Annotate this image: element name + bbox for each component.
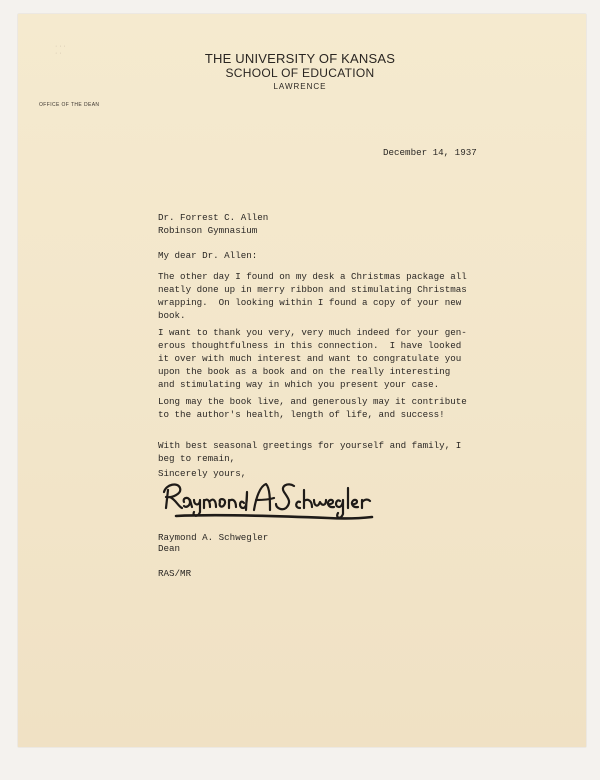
signer-title: Dean — [158, 543, 181, 554]
paragraph-4: With best seasonal greetings for yourself and family, I beg to remain, — [158, 440, 462, 464]
letter-date: December 14, 1937 — [383, 147, 477, 158]
paragraph-1: The other day I found on my desk a Christmas package all neatly done up in merry ribbon and stimulating Christmas wrapping. On looking within I found a copy of your new book. — [158, 271, 467, 321]
handwritten-signature — [158, 470, 388, 530]
paragraph-3: Long may the book live, and generously may it contribute to the author's health, length of life, and success! — [158, 396, 467, 420]
office-of-the-dean: OFFICE OF THE DEAN — [39, 102, 100, 108]
closing: Sincerely yours, — [158, 468, 247, 479]
recipient-name: Dr. Forrest C. Allen — [158, 212, 269, 223]
salutation: My dear Dr. Allen: — [158, 250, 258, 261]
signer-name: Raymond A. Schwegler — [158, 532, 269, 543]
letterhead-university: THE UNIVERSITY OF KANSAS — [204, 51, 396, 66]
paragraph-2: I want to thank you very, very much indeed for your gen- erous thoughtfulness in this connection. I have looked it over with much interest and want to congratulate you upon the book as a book and on the really interesting and stimulating way in which you present your case. — [158, 327, 467, 390]
typist-initials: RAS/MR — [158, 568, 192, 579]
letterhead-city: LAWRENCE — [273, 82, 327, 91]
letterhead-school: SCHOOL OF EDUCATION — [225, 66, 375, 80]
paper-mark: · · · · · — [55, 43, 66, 57]
recipient-address: Robinson Gymnasium — [158, 225, 258, 236]
